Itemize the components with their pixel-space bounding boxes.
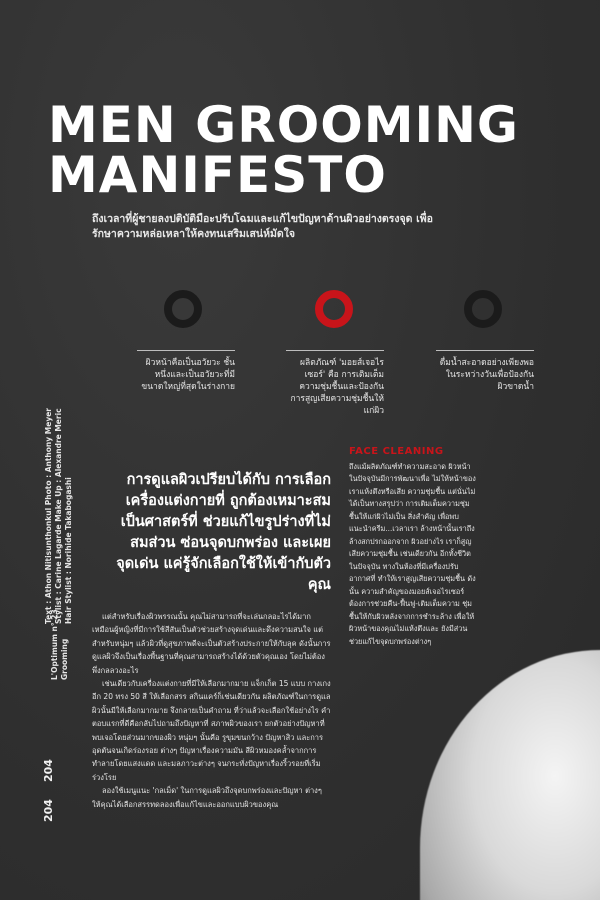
title-line-2: MANIFESTO xyxy=(48,146,387,204)
feature-caption-1: ผิวหน้าคือเป็นอวัยวะ ชั้นหนึ่งและเป็นอวัยวะที่มี ขนาดใหญ่ที่สุดในร่างกาย xyxy=(137,350,235,393)
magazine-section: Grooming xyxy=(60,638,69,680)
headline: การดูแลผิวเปรียบได้กับ การเลือกเครื่องแต่งกายที่ ถูกต้องเหมาะสม เป็นศาสตร์ที่ ช่วยแก้ไขรูปร่างที่ไม่สมส่วน ซ่อนจุดบกพร่อง และเผยจุดเด่น แค่รู้จักเลือกใช้ให้เข้ากับตัวคุณ xyxy=(116,472,331,593)
body-paragraph-1: แต่สำหรับเรื่องผิวพรรณนั้น คุณไม่สามารถที่จะเล่นกลอะไรได้มาก เหมือนผู้หญิงที่มีการใช้สีสันเป็นตัวช่วยสร้างจุดเด่นและดึงความสนใจ แต่สำหรับหนุ่มๆ แล้วผิวที่ดูสุขภาพดีจะเป็นตัวสร้างประกายให้กับลุค ดังนั้นการดูแลผิวจึงเป็นเรื่องพื้นฐานที่คุณสามารถสร้างได้ด้วยตัวคุณเอง โดยไม่ต้องพึ่งกลลวงอะไร xyxy=(92,612,331,675)
credits-line-1: Text : Athon Nitisunthonkul Photo : Anthony Meyer xyxy=(44,408,53,624)
page-number: 204 xyxy=(42,799,55,822)
credits-line-3: Hair Stylist : Norihide Takabogashi xyxy=(64,477,73,624)
body-paragraph-3: ลองใช้เมนูแนะ 'กลเม็ด' ในการดูแลผิวถึงจุดบกพร่องและปัญหา ต่างๆ ให้คุณได้เลือกสรรทดลองเพื่อแก้ไขและออกแบบผิวของคุณ xyxy=(92,786,322,809)
sidebar-column xyxy=(349,446,479,648)
sidebar-title: FACE CLEANING xyxy=(349,446,444,457)
body-paragraph-2: เช่นเดียวกับเครื่องแต่งกายที่มีให้เลือกมากมาย แจ็กเก็ต 15 แบบ กางเกงอีก 20 ทรง 50 สี ให้เลือกสรร สกินแคร์ก็เช่นเดียวกัน ผลิตภัณฑ์ในการดูแลผิวนั้นมีให้เลือกมากมาย จึงกลายเป็นคำถาม ที่ว่าแล้วจะเลือกใช้อย่างไร คำตอบแรกที่ดีคือกลับไปถามถึงปัญหาที่ สภาพผิวของเรา ยกตัวอย่างปัญหาที่พบเจอโดยส่วนมากของผิว หนุ่มๆ นั้นคือ รูขุมขนกว้าง ปัญหาสิว และการอุดตันจนเกิดร่องรอย ต่างๆ ปัญหาเรื่องความมัน สีผิวหมองคล้ำจากการทำลายโดยแสงแดด และมลภาวะต่างๆ จนกระทั่งปัญหาเรื่องริ้วรอยที่เริ่มร่วงโรย xyxy=(92,679,331,782)
feature-caption-3: ดื่มน้ำสะอาดอย่างเพียงพอ ในระหว่างวันเพื่อป้องกัน ผิวขาดน้ำ xyxy=(436,350,534,393)
page-number-2: 204 xyxy=(42,759,55,782)
ring-icon-3 xyxy=(464,290,502,328)
shoulder-photo xyxy=(420,650,600,900)
ring-icon-red xyxy=(315,290,353,328)
feature-caption-2: ผลิตภัณฑ์ 'มอยส์เจอไรเซอร์' คือ การเติมเต็มความชุ่มชื้นและป้องกัน การสูญเสียความชุ่มชื้นให้แก่ผิว xyxy=(286,350,384,417)
sidebar-text: ถึงแม้ผลิตภัณฑ์ทำความสะอาด ผิวหน้าในปัจจุบันมีการพัฒนาเพื่อ ไม่ให้หน้าของเราแห้งตึงหรือเสีย ความชุ่มชื้น แต่นั่นไม่ได้เป็นทางสรุปว่า การเติมเต็มความชุ่มชื้นให้แก่ผิวไม่เป็น สิ่งสำคัญ เพื่อพบแนะนำครีม...เวลาเรา ล้างหน้านั้นเราถึงล้างสกปรกออกจาก ผิวอย่างไร เราก็สูญเสียความชุ่มชื้น เช่นเดียวกัน อีกทั้งชีวิตในปัจจุบัน ทางในห้องที่มีเครื่องปรับอากาศที่ ทำให้เราสูญเสียความชุ่มชื้น ดังนั้น ความสำคัญของมอยส์เจอไรเซอร์ ต้องการช่วยคืน-ฟื้นฟู-เติมเต็มความ ชุ่มชื้นให้กับผิวหลังจากการชำระล้าง เพื่อให้ผิวหน้าของคุณไม่แห้งตึงและ ยังมีส่วนช่วยแก้ไขจุดบกพร่องต่างๆ xyxy=(349,461,476,646)
page-title xyxy=(48,96,519,204)
ring-icon-1 xyxy=(164,290,202,328)
title-line-1: MEN GROOMING xyxy=(48,96,519,154)
credits-line-2: Stylist : Carine Lagarde Make Up : Alexandre Meric xyxy=(54,408,63,624)
magazine-label xyxy=(50,609,70,680)
body-text xyxy=(92,610,332,811)
credits-vertical xyxy=(44,408,74,624)
ring-row xyxy=(0,290,600,330)
magazine-issue: L'Optimum n° 23 xyxy=(50,609,59,680)
intro-text: ถึงเวลาที่ผู้ชายลงปติบัติมือะปรับโฉมและแก้ไขปัญหาด้านผิวอย่างตรงจุด เพื่อรักษาความหล่อเหลาให้คงทนเสริมเสน่ห์มัดใจ xyxy=(92,213,433,240)
